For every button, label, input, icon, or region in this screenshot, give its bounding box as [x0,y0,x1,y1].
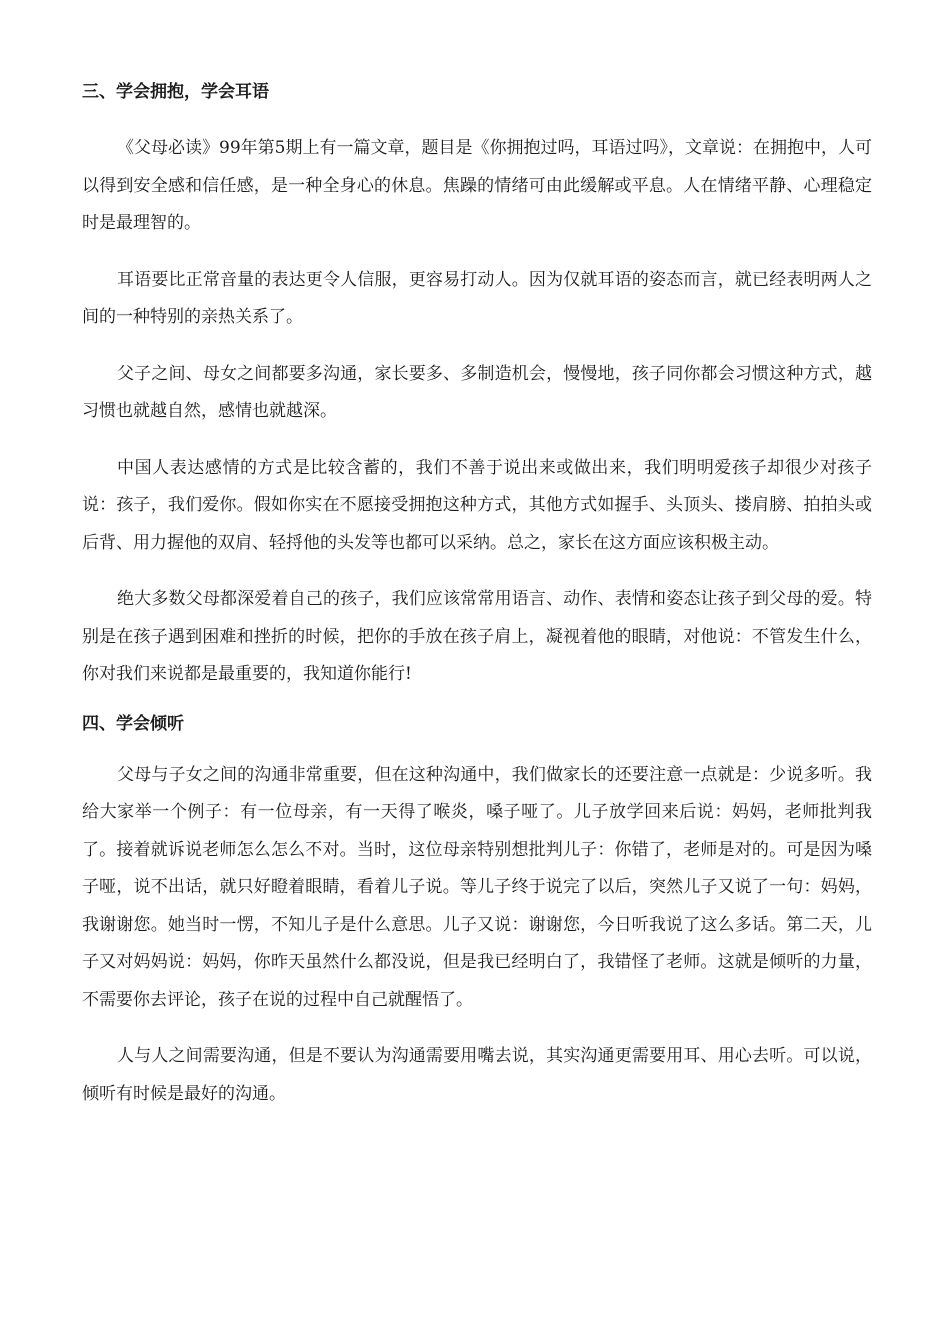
paragraph: 耳语要比正常音量的表达更令人信服，更容易打动人。因为仅就耳语的姿态而言，就已经表明两人之间的一种特别的亲热关系了。 [82,269,872,327]
paragraph: 《父母必读》99年第5期上有一篇文章，题目是《你拥抱过吗，耳语过吗》，文章说：在拥抱中，人可以得到安全感和信任感，是一种全身心的休息。焦躁的情绪可由此缓解或平息。人在情绪平静、心理稳定时是最理智的。 [82,138,872,233]
section-heading-listening: 四、学会倾听 [82,713,184,734]
paragraph: 父母与子女之间的沟通非常重要，但在这种沟通中，我们做家长的还要注意一点就是：少说多听。我给大家举一个例子：有一位母亲，有一天得了喉炎，嗓子哑了。儿子放学回来后说：妈妈，老师批判我了。接着就诉说老师怎么怎么不对。当时，这位母亲特别想批判儿子：你错了，老师是对的。可是因为嗓子哑，说不出话，就只好瞪着眼睛，看着儿子说。等儿子终于说完了以后，突然儿子又说了一句：妈妈，我谢谢您。她当时一愣，不知儿子是什么意思。儿子又说：谢谢您，今日听我说了这么多话。第二天，儿子又对妈妈说：妈妈，你昨天虽然什么都没说，但是我已经明白了，我错怪了老师。这就是倾听的力量，不需要你去评论，孩子在说的过程中自己就醒悟了。 [82,764,872,1010]
paragraph: 绝大多数父母都深爱着自己的孩子，我们应该常常用语言、动作、表情和姿态让孩子到父母的爱。特别是在孩子遇到困难和挫折的时候，把你的手放在孩子肩上，凝视着他的眼睛，对他说：不管发生什么，你对我们来说都是最重要的，我知道你能行! [82,589,872,684]
paragraph: 中国人表达感情的方式是比较含蓄的，我们不善于说出来或做出来，我们明明爱孩子却很少对孩子说：孩子，我们爱你。假如你实在不愿接受拥抱这种方式，其他方式如握手、头顶头、搂肩膀、拍拍头或后背、用力握他的双肩、轻捋他的头发等也都可以采纳。总之，家长在这方面应该积极主动。 [82,457,872,553]
paragraph: 人与人之间需要沟通，但是不要认为沟通需要用嘴去说，其实沟通更需要用耳、用心去听。可以说，倾听有时候是最好的沟通。 [82,1046,872,1104]
section-heading-embrace-whisper: 三、学会拥抱，学会耳语 [82,82,269,102]
paragraph: 父子之间、母女之间都要多沟通，家长要多、多制造机会，慢慢地，孩子同你都会习惯这种方式，越习惯也就越自然，感情也就越深。 [82,363,872,421]
document-page [82,78,872,1113]
